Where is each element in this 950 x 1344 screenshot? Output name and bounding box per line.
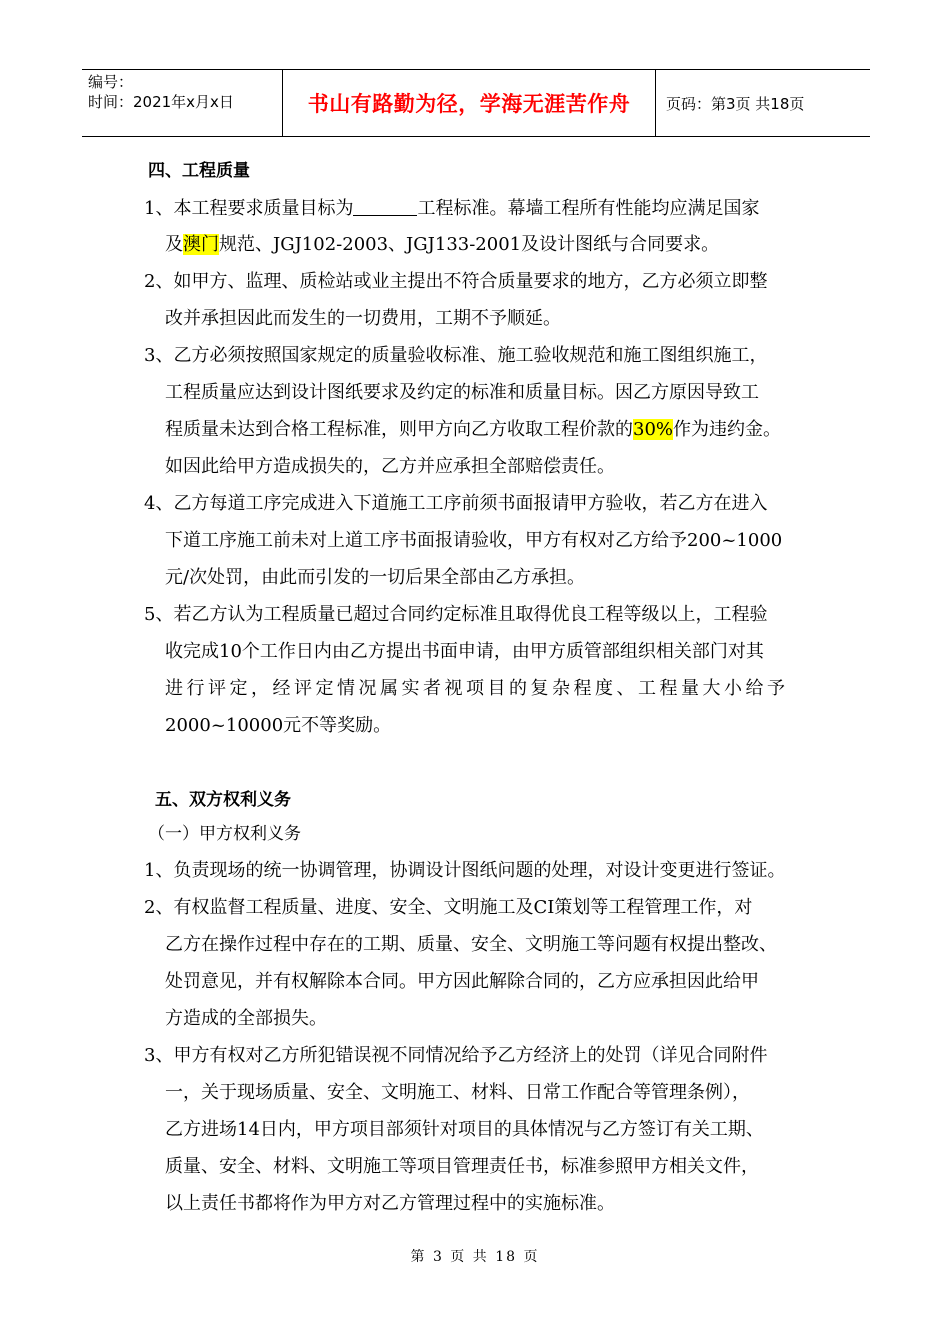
paragraph-line: 4、乙方每道工序完成进入下道施工工序前须书面报请甲方验收，若乙方在进入 <box>144 493 768 514</box>
subsection-title: （一）甲方权利义务 <box>148 824 301 844</box>
fill-blank <box>353 197 417 216</box>
text-run: 及 <box>165 234 183 255</box>
paragraph-line: 2、有权监督工程质量、进度、安全、文明施工及CI策划等工程管理工作，对 <box>144 897 753 918</box>
paragraph-line: 下道工序施工前未对上道工序书面报请验收，甲方有权对乙方给予200~1000 <box>165 530 783 551</box>
paragraph-line: 3、乙方必须按照国家规定的质量验收标准、施工验收规范和施工图组织施工， <box>144 345 768 366</box>
paragraph-line <box>144 197 759 220</box>
paragraph-line: 方造成的全部损失。 <box>165 1008 327 1029</box>
paragraph-line <box>165 234 719 256</box>
paragraph-line: 乙方在操作过程中存在的工期、质量、安全、文明施工等问题有权提出整改、 <box>165 934 777 955</box>
page-footer: 第 3 页 共 18 页 <box>410 1249 540 1265</box>
paragraph-line: 元/次处罚，由此而引发的一切后果全部由乙方承担。 <box>165 567 586 588</box>
text-run: 1、本工程要求质量目标为 <box>144 198 354 219</box>
date-label: 时间：2021年x月x日 <box>88 93 234 111</box>
text-run: 作为违约金。 <box>673 419 782 440</box>
header-page-label: 页码：第3页 共18页 <box>666 94 805 113</box>
text-run: 工程标准。幕墙工程所有性能均应满足国家 <box>417 198 760 219</box>
paragraph-line: 2000~10000元不等奖励。 <box>165 715 392 736</box>
paragraph-line: 收完成10个工作日内由乙方提出书面申请，由甲方质管部组织相关部门对其 <box>165 641 764 662</box>
paragraph-line: 处罚意见，并有权解除本合同。甲方因此解除合同的，乙方应承担因此给甲 <box>165 971 759 992</box>
paragraph-line: 质量、安全、材料、文明施工等项目管理责任书，标准参照甲方相关文件， <box>165 1156 759 1177</box>
paragraph-line: 工程质量应达到设计图纸要求及约定的标准和质量目标。因乙方原因导致工 <box>165 382 759 403</box>
section-title: 五、双方权利义务 <box>155 790 291 810</box>
text-run: 程质量未达到合格工程标准，则甲方向乙方收取工程价款的 <box>165 419 633 440</box>
highlighted-text: 澳门 <box>183 234 219 255</box>
paragraph-line: 5、若乙方认为工程质量已超过合同约定标准且取得优良工程等级以上，工程验 <box>144 604 768 625</box>
paragraph-line: 2、如甲方、监理、质检站或业主提出不符合质量要求的地方，乙方必须立即整 <box>144 271 768 292</box>
header-meta <box>82 70 282 136</box>
text-run: 规范、JGJ102-2003、JGJ133-2001及设计图纸与合同要求。 <box>219 234 720 255</box>
paragraph-line: 3、甲方有权对乙方所犯错误视不同情况给予乙方经济上的处罚（详见合同附件 <box>144 1045 768 1066</box>
paragraph-line: 1、负责现场的统一协调管理，协调设计图纸问题的处理，对设计变更进行签证。 <box>144 860 786 881</box>
paragraph-line: 进行评定，经评定情况属实者视项目的复杂程度、工程量大小给予 <box>165 678 789 699</box>
paragraph-line: 乙方进场14日内，甲方项目部须针对项目的具体情况与乙方签订有关工期、 <box>165 1119 764 1140</box>
highlighted-text: 30% <box>633 419 674 440</box>
section-title: 四、工程质量 <box>148 161 250 181</box>
paragraph-line <box>165 419 781 441</box>
paragraph-line: 改并承担因此而发生的一切费用，工期不予顺延。 <box>165 308 561 329</box>
paragraph-line: 以上责任书都将作为甲方对乙方管理过程中的实施标准。 <box>165 1193 615 1214</box>
header-motto: 书山有路勤为径，学海无涯苦作舟 <box>282 70 656 136</box>
paragraph-line: 一，关于现场质量、安全、文明施工、材料、日常工作配合等管理条例）， <box>165 1082 750 1103</box>
number-label: 编号： <box>88 73 134 91</box>
paragraph-line: 如因此给甲方造成损失的，乙方并应承担全部赔偿责任。 <box>165 456 615 477</box>
page-header <box>82 69 870 137</box>
